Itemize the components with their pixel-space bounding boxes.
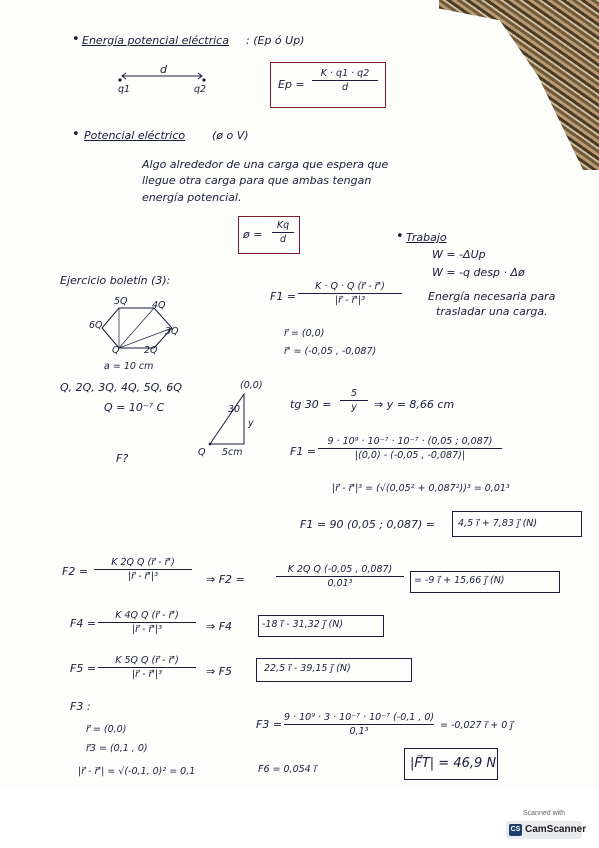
phi-formula-fraction: Kq d	[272, 220, 294, 245]
desc-line-3: energía potencial.	[142, 191, 242, 204]
f1c-lhs: F1 = 90 (0,05 ; 0,087) =	[300, 518, 436, 531]
f5-mid: ⇒ F5	[206, 665, 233, 678]
exercise-title: Ejercicio boletín (3):	[60, 274, 171, 287]
trabajo-title: Trabajo	[406, 231, 447, 244]
trabajo-line-1: W = -ΔUp	[432, 248, 486, 261]
f1b-fraction: 9 · 10⁹ · 10⁻⁷ · 10⁻⁷ · (0,05 ; 0,087) |(0,0) - (-0,05 , -0,087)|	[318, 436, 502, 461]
section-subtitle-potencial: (ø o V)	[212, 129, 249, 142]
f4-fraction: K 4Q Q (r⃗ - r⃗') |r⃗ - r⃗'|³	[98, 610, 196, 635]
charge-q1-label: q1	[118, 84, 131, 95]
f3-fraction: 9 · 10⁹ · 3 · 10⁻⁷ · 10⁻⁷ (-0,1 , 0) 0,1³	[284, 712, 435, 737]
triangle-top-label: (0,0)	[240, 380, 263, 391]
trabajo-line-2: W = -q desp · Δø	[432, 266, 525, 279]
f3-label: F3 :	[70, 700, 91, 713]
hex-label-4q: 4Q	[152, 300, 166, 311]
f2-result: = -9 i⃗ + 15,66 j⃗ (N)	[414, 575, 505, 586]
triangle-base: 5cm	[222, 447, 243, 458]
f5-lhs: F5 =	[70, 662, 97, 675]
f2-mid: ⇒ F2 =	[206, 573, 245, 586]
tg-fraction: 5 y	[340, 388, 368, 413]
f3-r2: r⃗3 = (0,1 , 0)	[86, 743, 148, 754]
hexagon-side: a = 10 cm	[104, 361, 154, 372]
hex-label-5q: 5Q	[114, 296, 128, 307]
section-title-potencial: Potencial eléctrico	[84, 129, 186, 142]
charges-list: Q, 2Q, 3Q, 4Q, 5Q, 6Q	[60, 381, 182, 394]
tg-lhs: tg 30 =	[290, 398, 332, 411]
hex-label-3q: 3Q	[165, 326, 179, 337]
trabajo-line-4: trasladar una carga.	[436, 305, 548, 318]
ep-formula-lhs: Ep =	[278, 78, 305, 91]
bullet: •	[396, 229, 404, 244]
bullet: •	[72, 32, 80, 47]
f3-r1: r⃗ = (0,0)	[86, 724, 127, 735]
f6-result: F6 = 0,054 i⃗	[258, 764, 317, 775]
f4-lhs: F4 =	[70, 617, 97, 630]
section-title-energia: Energía potencial eléctrica	[82, 34, 229, 47]
r-line-1: r⃗ = (0,0)	[284, 328, 325, 339]
q-value: Q = 10⁻⁷ C	[104, 401, 165, 414]
charge-q2-label: q2	[194, 84, 207, 95]
question: F?	[116, 452, 129, 465]
f3-modulus: |r⃗ - r⃗'| = √(-0,1, 0)² = 0,1	[78, 766, 196, 777]
triangle-angle: 30	[228, 404, 241, 415]
triangle-side-y: y	[248, 418, 254, 429]
f1-lhs: F1 =	[270, 290, 297, 303]
badge-name: CamScanner	[525, 824, 587, 835]
distance-label: d	[160, 63, 167, 76]
badge-logo-box	[506, 821, 587, 839]
f2-fraction: K 2Q Q (r⃗ - r⃗') |r⃗ - r⃗'|³	[94, 557, 192, 582]
bullet: •	[72, 127, 80, 142]
hex-label-6q: 6Q	[89, 320, 103, 331]
hex-label-2q: 2Q	[144, 345, 158, 356]
desc-line-1: Algo alrededor de una carga que espera que	[142, 158, 389, 171]
trabajo-line-3: Energía necesaria para	[428, 290, 556, 303]
f4-result: -18 i⃗ - 31,32 j⃗ (N)	[262, 619, 344, 630]
desc-line-2: llegue otra carga para que ambas tengan	[142, 174, 372, 187]
tg-result: ⇒ y = 8,66 cm	[374, 398, 455, 411]
f3-result: = -0,027 i⃗ + 0 j⃗	[440, 720, 513, 731]
r-line-2: r⃗' = (-0,05 , -0,087)	[284, 346, 377, 357]
f2-lhs: F2 =	[62, 565, 89, 578]
hex-label-q: Q	[112, 345, 120, 356]
fabric-background	[439, 0, 599, 170]
ep-formula-fraction: K · q1 · q2 d	[312, 68, 378, 93]
f2b-fraction: K 2Q Q (-0,05 , 0,087) 0,01³	[276, 564, 404, 589]
f1b-lhs: F1 =	[290, 445, 317, 458]
f5-result: 22,5 i⃗ - 39,15 j⃗ (N)	[264, 663, 351, 674]
triangle-q: Q	[198, 447, 206, 458]
camscanner-badge	[502, 810, 586, 842]
phi-formula-lhs: ø =	[243, 228, 263, 241]
camscanner-logo-icon: CS	[509, 824, 522, 836]
modulus-line: |r⃗ - r⃗'|³ = (√(0,05² + 0,087²))³ = 0,01³	[332, 483, 510, 494]
f3-lhs: F3 =	[256, 718, 283, 731]
f1-result: 4,5 i⃗ + 7,83 j⃗ (N)	[458, 518, 538, 529]
ft-result: |F⃗T| = 46,9 N	[410, 756, 497, 771]
f1-fraction: K · Q · Q (r⃗ - r⃗') |r⃗ - r⃗'|³	[298, 281, 402, 306]
badge-scanned-with: Scanned with	[522, 810, 566, 817]
f4-mid: ⇒ F4	[206, 620, 233, 633]
section-subtitle-energia: : (Ep ó Up)	[246, 34, 305, 47]
f5-fraction: K 5Q Q (r⃗ - r⃗') |r⃗ - r⃗'|³	[98, 655, 196, 680]
